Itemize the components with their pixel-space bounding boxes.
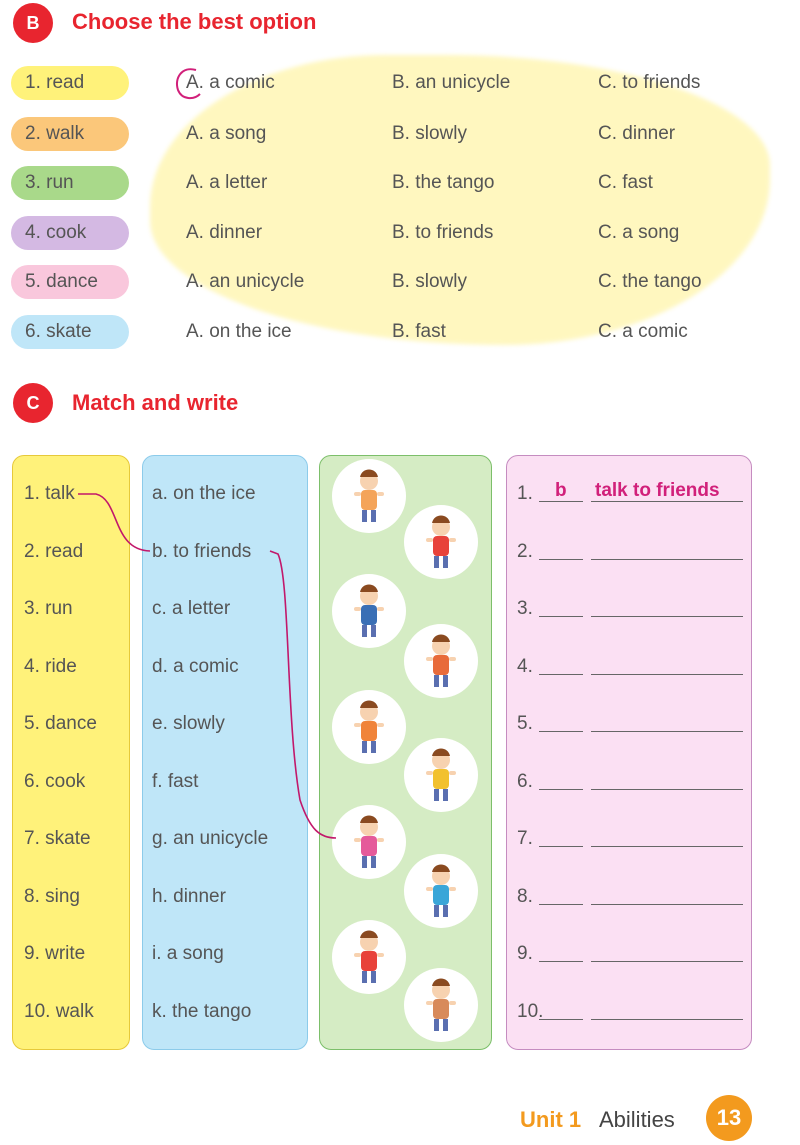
verb-pill: 2. walk	[11, 117, 129, 151]
option-c[interactable]: C. fast	[598, 172, 653, 193]
verb-item: 6. cook	[24, 771, 86, 792]
option-b[interactable]: B. the tango	[392, 172, 495, 193]
phrase-item: a. on the ice	[152, 483, 256, 504]
phrase-item: b. to friends	[152, 541, 252, 562]
phrase-item: k. the tango	[152, 1001, 252, 1022]
verb-item: 2. read	[24, 541, 84, 562]
option-c[interactable]: C. a comic	[598, 321, 688, 342]
option-a[interactable]: A. a comic	[186, 72, 275, 93]
verb-item: 7. skate	[24, 828, 91, 849]
option-b[interactable]: B. an unicycle	[392, 72, 511, 93]
section-c-title: Match and write	[72, 390, 239, 415]
verb-pill: 5. dance	[11, 265, 129, 299]
option-a[interactable]: A. a song	[186, 123, 267, 144]
option-b[interactable]: B. to friends	[392, 222, 494, 243]
answer-number: 4.	[517, 656, 533, 677]
option-c[interactable]: C. dinner	[598, 123, 676, 144]
answer-number: 6.	[517, 771, 533, 792]
phrase-item: g. an unicycle	[152, 828, 269, 849]
phrase-item: h. dinner	[152, 886, 226, 907]
option-c[interactable]: C. a song	[598, 222, 680, 243]
verb-item: 10. walk	[24, 1001, 94, 1022]
answer-number: 1.	[517, 483, 533, 504]
answer-number: 5.	[517, 713, 533, 734]
verb-pill: 6. skate	[11, 315, 129, 349]
phrase-item: c. a letter	[152, 598, 231, 619]
verb-item: 4. ride	[24, 656, 77, 677]
option-a[interactable]: A. dinner	[186, 222, 263, 243]
verb-item: 8. sing	[24, 886, 80, 907]
verb-item: 5. dance	[24, 713, 97, 734]
section-b-badge: B	[13, 3, 53, 43]
unit-label: Unit 1	[520, 1107, 582, 1132]
option-b[interactable]: B. fast	[392, 321, 446, 342]
answer-number: 3.	[517, 598, 533, 619]
page-number: 13	[706, 1095, 752, 1141]
option-a[interactable]: A. on the ice	[186, 321, 292, 342]
verb-item: 3. run	[24, 598, 73, 619]
answer-letter: b	[555, 480, 567, 501]
answer-number: 7.	[517, 828, 533, 849]
section-b-title: Choose the best option	[72, 9, 317, 34]
option-a[interactable]: A. an unicycle	[186, 271, 305, 292]
answer-text: talk to friends	[595, 480, 720, 501]
verb-pill: 3. run	[11, 166, 129, 200]
verb-item: 1. talk	[24, 483, 75, 504]
phrase-item: i. a song	[152, 943, 224, 964]
option-a[interactable]: A. a letter	[186, 172, 268, 193]
answer-number: 8.	[517, 886, 533, 907]
verb-pill: 1. read	[11, 66, 129, 100]
unit-name: Abilities	[599, 1107, 675, 1132]
verb-pill: 4. cook	[11, 216, 129, 250]
option-c[interactable]: C. the tango	[598, 271, 702, 292]
answer-number: 2.	[517, 541, 533, 562]
phrase-item: f. fast	[152, 771, 199, 792]
phrase-item: e. slowly	[152, 713, 225, 734]
answer-number: 9.	[517, 943, 533, 964]
phrase-item: d. a comic	[152, 656, 239, 677]
option-b[interactable]: B. slowly	[392, 271, 467, 292]
section-c-badge: C	[13, 383, 53, 423]
option-c[interactable]: C. to friends	[598, 72, 701, 93]
verb-item: 9. write	[24, 943, 86, 964]
answer-number: 10.	[517, 1001, 544, 1022]
option-b[interactable]: B. slowly	[392, 123, 467, 144]
